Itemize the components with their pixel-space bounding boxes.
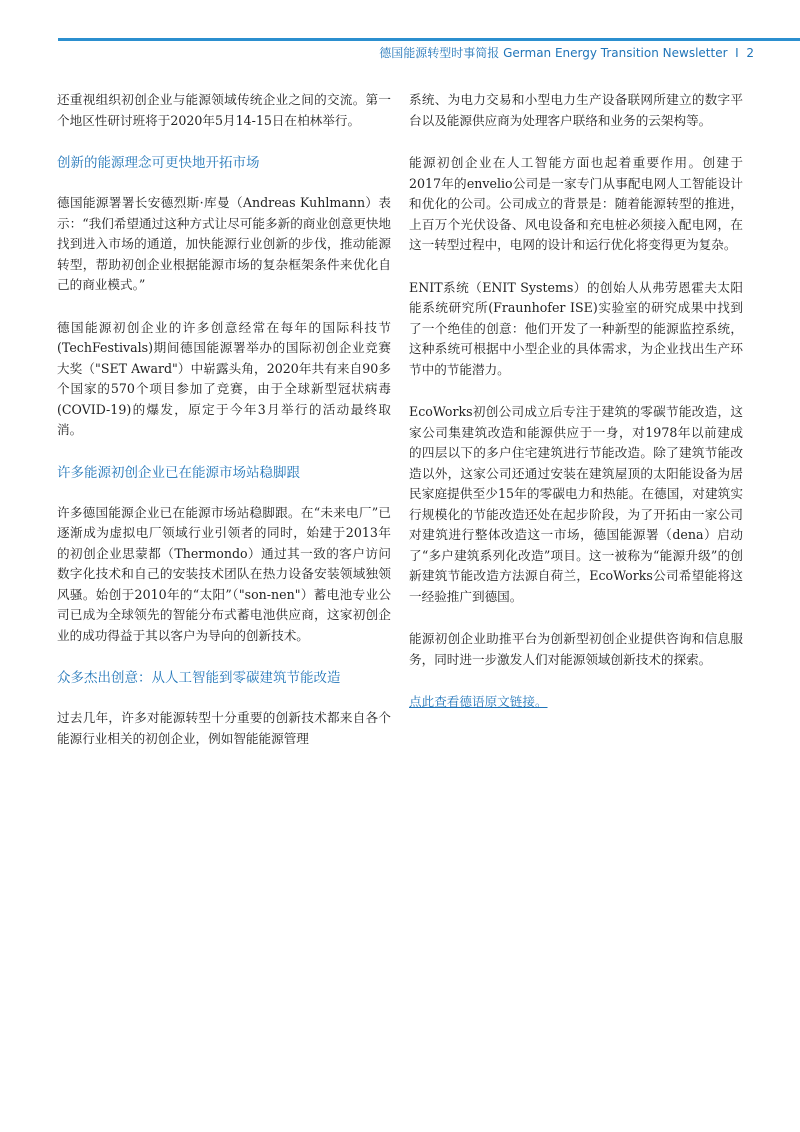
paragraph: 能源初创企业助推平台为创新型初创企业提供咨询和信息服务，同时进一步激发人们对能源领域创新技术的探索。 [409, 631, 743, 667]
paragraph: 能源初创企业在人工智能方面也起着重要作用。创建于2017年的envelio公司是一家专门从事配电网人工智能设计和优化的公司。公司成立的背景是：随着能源转型的推进，上百万个光伏设备、风电设备和充电桩必须接入配电网，在这一转型过程中，电网的设计和运行优化将变得更为复杂。 [409, 155, 743, 252]
page-header [0, 0, 800, 70]
paragraph: 德国能源初创企业的许多创意经常在每年的国际科技节(TechFestivals)期间德国能源署举办的国际初创企业竞赛大奖（"SET Award"）中崭露头角，2020年共有来自90多个国家的570个项目参加了竞赛，由于全球新型冠状病毒(COVID-19)的爆发，原定于今年3月举行的活动最终取消。 [57, 319, 391, 437]
section-heading: 许多能源初创企业已在能源市场站稳脚跟 [57, 464, 300, 481]
paragraph: 许多德国能源企业已在能源市场站稳脚跟。在“未来电厂”已逐渐成为虚拟电厂领域行业引领者的同时，始建于2013年的初创企业思蒙都（Thermondo）通过其一致的客户访问数字化技术和自己的安装技术团队在热力设备安装领域独领风骚。始创于2010年的“太阳”（"son-nen"）蓄电池专业公司已成为全球领先的智能分布式蓄电池供应商，这家初创企业的成功得益于其以客户为导向的创新技术。 [57, 504, 391, 643]
paragraph: EcoWorks初创公司成立后专注于建筑的零碳节能改造，这家公司集建筑改造和能源供应于一身，对1978年以前建成的四层以下的多户住宅建筑进行节能改造。除了建筑节能改造以外，这家公司还通过安装在建筑屋顶的太阳能设备为居民家庭提供至少15年的零碳电力和热能。在德国，对建筑实行规模化的节能改造还处在起步阶段，为了开拓由一家公司对建筑进行整体改造这一市场，德国能源署（dena）启动了“多户建筑系列化改造”项目。这一被称为“能源升级”的创新建筑节能改造方法源自荷兰，EcoWorks公司希望能将这一经验推广到德国。 [409, 404, 743, 604]
header-title-bar [379, 44, 754, 61]
header-rule [58, 38, 800, 41]
header-separator: I [735, 46, 739, 60]
paragraph: 德国能源署署长安德烈斯·库曼（Andreas Kuhlmann）表示：“我们希望通过这种方式让尽可能多新的商业创意更快地找到进入市场的通道，加快能源行业创新的步伐，推动能源转型，帮助初创企业根据能源市场的复杂框架条件来优化自己的商业模式。” [57, 195, 391, 292]
paragraph: 过去几年，许多对能源转型十分重要的创新技术都来自各个能源行业相关的初创企业，例如智能能源管理 [57, 710, 391, 746]
paragraph: 还重视组织初创企业与能源领域传统企业之间的交流。第一个地区性研讨班将于2020年5月14-15日在柏林举行。 [57, 92, 391, 128]
right-column [409, 90, 743, 713]
newsletter-title: 德国能源转型时事简报 German Energy Transition Newsletter [379, 46, 728, 60]
section-heading: 众多杰出创意：从人工智能到零碳建筑节能改造 [57, 670, 341, 686]
page-number: 2 [746, 46, 754, 60]
paragraph: 系统、为电力交易和小型电力生产设备联网所建立的数字平台以及能源供应商为处理客户联络和业务的云架构等。 [409, 92, 743, 128]
paragraph: ENIT系统（ENIT Systems）的创始人从弗劳恩霍夫太阳能系统研究所(Fraunhofer ISE)实验室的研究成果中找到了一个绝佳的创意：他们开发了一种新型的能源监控系统，这种系统可根据中小型企业的具体需求，为企业找出生产环节中的节能潜力。 [409, 279, 743, 377]
german-original-link[interactable]: 点此查看德语原文链接。 [409, 694, 548, 709]
left-column [57, 90, 391, 771]
section-heading: 创新的能源理念可更快地开拓市场 [57, 155, 260, 171]
